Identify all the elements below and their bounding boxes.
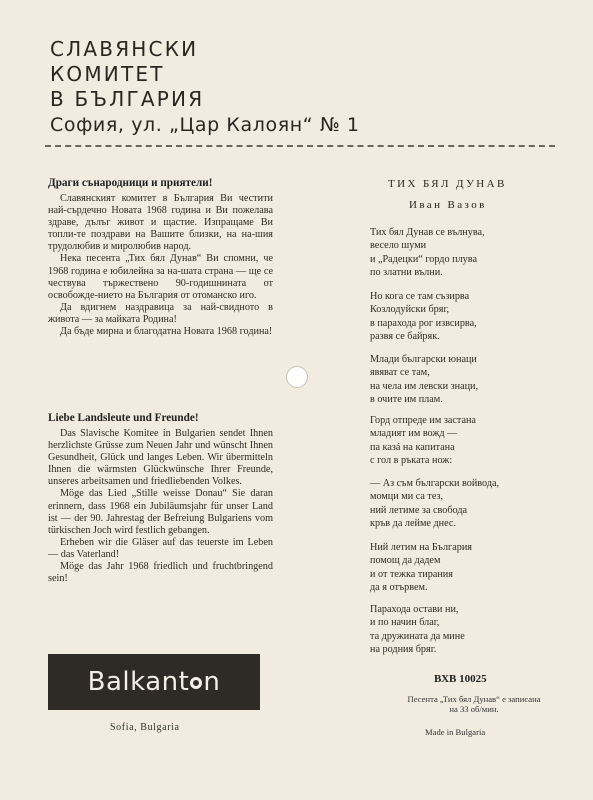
poem-line: помощ да дадем	[370, 555, 441, 567]
poem-line: Козлодуйски бряг,	[370, 304, 450, 316]
poem-line: в парахода рог извсирва,	[370, 317, 477, 329]
poem-line: Ний летим на България	[370, 542, 472, 553]
label-city: Sofia, Bulgaria	[110, 722, 180, 733]
german-greeting	[48, 412, 273, 585]
bulgarian-paragraph-1: Славянският комитет в България Ви честити най-сърдечно Новата 1968 година и Ви пожелава здраве, дълъг живот и щастие. Изпращаме Ви топли-те поздрави на Вашите близки, на на-шия трудолюбив и миролюбив народ.	[48, 193, 273, 253]
bulgarian-greeting	[48, 177, 273, 338]
poem-line: младият им вожд —	[370, 428, 458, 440]
recording-note-line-2: на 33 об/мин.	[449, 704, 499, 714]
german-paragraph-2: Möge das Lied „Stille weisse Donau“ Sie daran erinnern, dass 1968 ein Jubiläumsjahr für unser Land ist — der 90. Jahrestag der Befreiung Bulgariens vom türkischen Joch wird festlich gebangen.	[48, 488, 273, 536]
bulgarian-paragraph-2: Нека песента „Тих бял Дунав“ Ви спомни, че 1968 година е юбилейна за на-шата страна — ще се чествува тържествено 90-годишнината от освобожде-нието на България от отоманско иго.	[48, 253, 273, 301]
poem-stanza	[370, 226, 485, 279]
german-greeting-title: Liebe Landsleute und Freunde!	[48, 412, 199, 424]
logo-text-start: Balkant	[87, 667, 190, 697]
poem-stanza	[370, 414, 476, 467]
bulgarian-paragraph-4: Да бъде мирна и благодатна Новата 1968 година!	[60, 326, 273, 338]
poem-stanza	[370, 353, 478, 406]
header-line-1: СЛАВЯНСКИ	[50, 37, 199, 61]
header-line-3: В БЪЛГАРИЯ	[50, 87, 205, 111]
poem-author: Иван Вазов	[409, 199, 487, 211]
poem-line: момци ми са тез,	[370, 491, 444, 503]
bulgarian-greeting-title: Драги сънародници и приятели!	[48, 177, 213, 189]
poem-line: Горд отпреде им застана	[370, 415, 476, 426]
poem-line: на родния бряг.	[370, 643, 437, 655]
poem-line: и „Радецки“ гордо плува	[370, 253, 477, 265]
poem-line: па казá на капитана	[370, 441, 455, 453]
recording-note	[364, 694, 584, 714]
catalog-number: ВХВ 10025	[434, 673, 487, 685]
german-paragraph-4: Möge das Jahr 1968 friedlich und fruchtbringend sein!	[48, 561, 273, 585]
logo-text-end: n	[203, 667, 221, 697]
poem-line: явяват се там,	[370, 367, 430, 379]
poem-stanza	[370, 290, 477, 343]
poem-line: на чела им левски знаци,	[370, 380, 479, 392]
bulgarian-paragraph-3: Да вдигнем наздравица за най-свидното в живота — за майката Родина!	[48, 301, 273, 325]
poem-line: весело шуми	[370, 240, 427, 252]
poem-line: Парахода остави ни,	[370, 604, 459, 615]
poem-title: ТИХ БЯЛ ДУНАВ	[388, 178, 507, 190]
balkanton-logo	[48, 654, 260, 710]
poem-line: Млади български юнаци	[370, 354, 477, 365]
poem-line: развя се байряк.	[370, 330, 440, 342]
header-divider	[45, 145, 555, 147]
german-paragraph-1: Das Slavische Komitee in Bulgarien sendet Ihnen herzlichste Grüsse zum Neuen Jahr und wünscht Ihnen Gesundheit, Glück und langes Leben. Wir übermitteln Ihnen die wärmsten Glückwünsche Ihrer Freunde, unseres arbeitsamen und friedliebenden Volkes.	[48, 428, 273, 488]
poem-line: по златни вълни.	[370, 266, 443, 278]
poem-line: и по начин благ,	[370, 617, 440, 629]
poem-stanza	[370, 477, 499, 530]
record-spindle-hole	[286, 366, 308, 388]
recording-note-line-1: Песента „Тих бял Дунав“ е записана	[407, 694, 541, 704]
poem-line: ний летиме за свобода	[370, 504, 468, 516]
poem-line: кръв да лейме днес.	[370, 517, 456, 529]
header-line-2: КОМИТЕТ	[50, 62, 165, 86]
poem-line: — Аз съм български войвода,	[370, 478, 500, 489]
poem-line: Тих бял Дунав се вълнува,	[370, 227, 485, 238]
german-paragraph-3: Erheben wir die Gläser auf das teuerste im Leben — das Vaterland!	[48, 536, 273, 560]
poem-line: та дружината да мине	[370, 630, 465, 642]
logo-ring-icon	[190, 677, 202, 689]
header-address: София, ул. „Цар Калоян“ № 1	[50, 114, 360, 136]
poem-line: Но кога се там съзирва	[370, 291, 470, 302]
poem-line: в очите им плам.	[370, 393, 443, 405]
poem-stanza	[370, 603, 465, 656]
poem-line: да я отървем.	[370, 581, 428, 593]
poem-line: с гол в ръката нож:	[370, 454, 453, 466]
made-in-label: Made in Bulgaria	[425, 727, 486, 737]
poem-stanza	[370, 541, 472, 594]
poem-line: и от тежка тирания	[370, 568, 453, 580]
